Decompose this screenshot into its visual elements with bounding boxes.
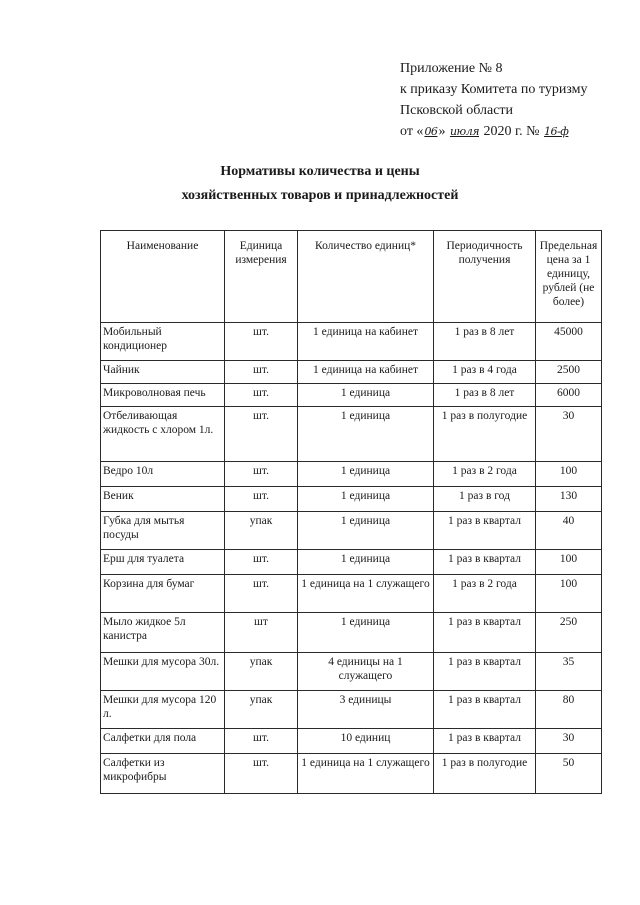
table-row <box>101 575 602 613</box>
cell-quantity: 1 единица <box>298 550 434 575</box>
cell-price: 40 <box>536 512 602 550</box>
cell-unit: шт. <box>225 407 298 462</box>
cell-price: 45000 <box>536 323 602 361</box>
cell-period: 1 раз в 2 года <box>434 575 536 613</box>
column-header-quantity: Количество единиц* <box>298 231 434 323</box>
appendix-number: Приложение № 8 <box>400 61 503 76</box>
table-row <box>101 613 602 653</box>
column-header-period: Периодичность получения <box>434 231 536 323</box>
table-row <box>101 691 602 729</box>
cell-name: Мешки для мусора 120 л. <box>101 691 225 729</box>
cell-period: 1 раз в полугодие <box>434 754 536 794</box>
document-title <box>0 160 640 208</box>
cell-price: 100 <box>536 550 602 575</box>
cell-period: 1 раз в квартал <box>434 512 536 550</box>
title-line-2: хозяйственных товаров и принадлежностей <box>181 188 459 203</box>
cell-name: Мобильный кондиционер <box>101 323 225 361</box>
date-month: июля <box>449 125 479 138</box>
cell-period: 1 раз в квартал <box>434 729 536 754</box>
cell-price: 80 <box>536 691 602 729</box>
cell-name: Ерш для туалета <box>101 550 225 575</box>
norms-table <box>100 230 602 794</box>
table-row <box>101 487 602 512</box>
cell-unit: шт. <box>225 550 298 575</box>
order-reference: к приказу Комитета по туризму <box>400 82 588 97</box>
cell-period: 1 раз в квартал <box>434 550 536 575</box>
cell-unit: шт. <box>225 487 298 512</box>
cell-name: Салфетки из микрофибры <box>101 754 225 794</box>
cell-unit: упак <box>225 512 298 550</box>
cell-period: 1 раз в 8 лет <box>434 384 536 407</box>
cell-quantity: 3 единицы <box>298 691 434 729</box>
appendix-header <box>400 58 632 142</box>
cell-period: 1 раз в квартал <box>434 613 536 653</box>
cell-price: 250 <box>536 613 602 653</box>
cell-unit: шт. <box>225 384 298 407</box>
cell-unit: упак <box>225 691 298 729</box>
cell-quantity: 1 единица <box>298 462 434 487</box>
cell-price: 2500 <box>536 361 602 384</box>
cell-name: Отбеливающая жидкость с хлором 1л. <box>101 407 225 462</box>
cell-price: 50 <box>536 754 602 794</box>
cell-quantity: 1 единица на кабинет <box>298 323 434 361</box>
cell-quantity: 10 единиц <box>298 729 434 754</box>
cell-price: 30 <box>536 407 602 462</box>
cell-unit: упак <box>225 653 298 691</box>
cell-name: Микроволновая печь <box>101 384 225 407</box>
cell-unit: шт. <box>225 323 298 361</box>
cell-name: Чайник <box>101 361 225 384</box>
cell-period: 1 раз в квартал <box>434 653 536 691</box>
cell-price: 100 <box>536 462 602 487</box>
column-header-name: Наименование <box>101 231 225 323</box>
cell-quantity: 1 единица на 1 служащего <box>298 754 434 794</box>
order-date-line <box>400 121 632 142</box>
cell-unit: шт. <box>225 729 298 754</box>
cell-price: 35 <box>536 653 602 691</box>
date-suffix: 2020 г. № <box>480 124 544 139</box>
cell-quantity: 1 единица <box>298 613 434 653</box>
cell-name: Корзина для бумаг <box>101 575 225 613</box>
column-header-price: Предельная цена за 1 единицу, рублей (не более) <box>536 231 602 323</box>
cell-name: Губка для мытья посуды <box>101 512 225 550</box>
cell-period: 1 раз в полугодие <box>434 407 536 462</box>
cell-name: Мыло жидкое 5л канистра <box>101 613 225 653</box>
cell-quantity: 1 единица на 1 служащего <box>298 575 434 613</box>
column-header-unit: Единица измерения <box>225 231 298 323</box>
cell-quantity: 1 единица <box>298 384 434 407</box>
title-line-1: Нормативы количества и цены <box>220 164 420 179</box>
cell-unit: шт. <box>225 754 298 794</box>
table-row <box>101 384 602 407</box>
table-row <box>101 361 602 384</box>
table-row <box>101 462 602 487</box>
table-row <box>101 653 602 691</box>
cell-quantity: 1 единица <box>298 407 434 462</box>
cell-period: 1 раз в год <box>434 487 536 512</box>
order-number: 16-ф <box>544 125 569 138</box>
cell-quantity: 1 единица <box>298 512 434 550</box>
table-row <box>101 729 602 754</box>
cell-name: Салфетки для пола <box>101 729 225 754</box>
cell-price: 100 <box>536 575 602 613</box>
cell-price: 130 <box>536 487 602 512</box>
cell-name: Мешки для мусора 30л. <box>101 653 225 691</box>
table-row <box>101 550 602 575</box>
table-row <box>101 407 602 462</box>
table-row <box>101 754 602 794</box>
region-name: Псковской области <box>400 103 514 118</box>
date-mid: » <box>438 124 449 139</box>
date-day: 06 <box>424 125 438 138</box>
date-prefix: от « <box>400 124 424 139</box>
cell-price: 30 <box>536 729 602 754</box>
cell-unit: шт <box>225 613 298 653</box>
cell-name: Веник <box>101 487 225 512</box>
cell-period: 1 раз в 2 года <box>434 462 536 487</box>
cell-period: 1 раз в 8 лет <box>434 323 536 361</box>
cell-name: Ведро 10л <box>101 462 225 487</box>
cell-unit: шт. <box>225 575 298 613</box>
table-row <box>101 323 602 361</box>
cell-period: 1 раз в 4 года <box>434 361 536 384</box>
cell-quantity: 1 единица на кабинет <box>298 361 434 384</box>
table-header-row <box>101 231 602 323</box>
cell-unit: шт. <box>225 361 298 384</box>
cell-quantity: 1 единица <box>298 487 434 512</box>
table-row <box>101 512 602 550</box>
cell-price: 6000 <box>536 384 602 407</box>
cell-unit: шт. <box>225 462 298 487</box>
cell-quantity: 4 единицы на 1 служащего <box>298 653 434 691</box>
cell-period: 1 раз в квартал <box>434 691 536 729</box>
